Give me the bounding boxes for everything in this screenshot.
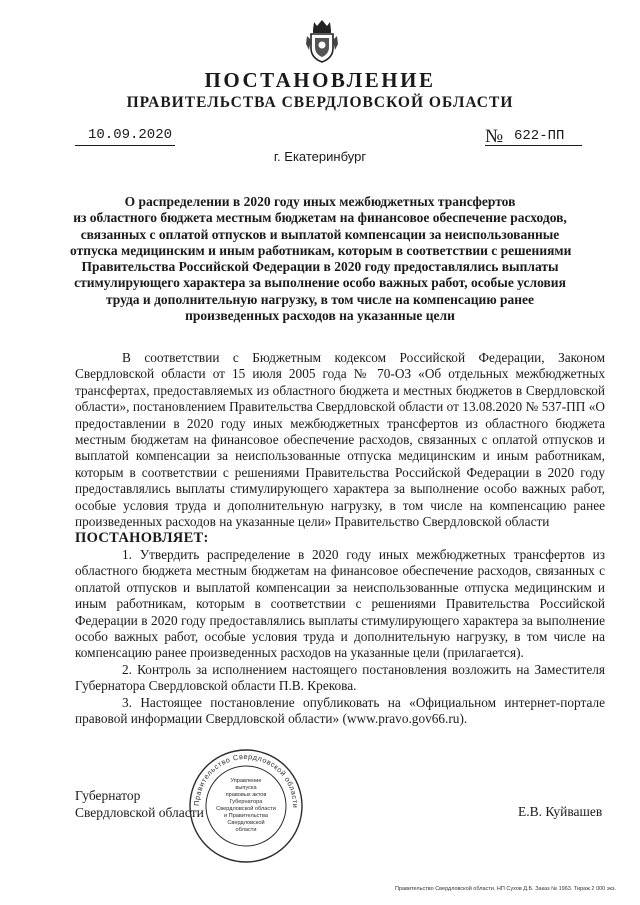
subject-line: Правительства Российской Федерации в 2020 году предоставлялись выплаты xyxy=(81,259,559,275)
decree-item: 2. Контроль за исполнением настоящего постановления возложить на Заместителя Губернатора Свердловской области П.В. Крекова. xyxy=(75,661,605,694)
subject-line: О распределении в 2020 году иных межбюджетных трансфертов xyxy=(124,194,516,209)
number-sign: № xyxy=(485,126,504,147)
subject-line: связанных с оплатой отпусков и выплатой компенсации за неиспользованные xyxy=(80,226,560,242)
stamp-center-line: правовых актов xyxy=(225,792,267,798)
preamble-paragraph: В соответствии с Бюджетным кодексом Российской Федерации, Законом Свердловской области от 15 июля 2005 года № 70-ОЗ «Об отдельных межбюджетных трансфертах, предоставляемых из областного бюджета и местных бюджетов в Свердловской области», постановлением Правительства Свердловской области от 13.08.2020 № 537-ПП «О предоставлении в 2020 году иных межбюджетных трансфертов из областного бюджета местным бюджетам на финансовое обеспечение расходов, связанных с оплатой отпусков и выплатой компенсации за неиспользованные отпуска медицинским и иным работникам, которым в соответствии с решениями Правительства Российской Федерации в 2020 году предоставлялись выплаты стимулирующего характера за выполнение особо важных работ, особые условия труда и дополнительную нагрузку, в том числе на компенсацию ранее произведенных расходов на указанные цели» Правительство Свердловской области xyxy=(75,350,605,530)
subject-line: произведенных расходов на указанные цели xyxy=(185,308,455,324)
document-title: ПОСТАНОВЛЕНИЕ xyxy=(204,68,436,92)
document-issuer: ПРАВИТЕЛЬСТВА СВЕРДЛОВСКОЙ ОБЛАСТИ xyxy=(126,94,514,111)
stamp-center-line: Свердловской xyxy=(227,820,265,826)
print-footer: Правительство Свердловской области. НП Сухов Д.Б. Заказ № 1963. Тираж 2 000 экз. xyxy=(395,886,617,892)
number-underline xyxy=(485,145,582,146)
subject-line: из областного бюджета местным бюджетам на финансовое обеспечение расходов, xyxy=(73,210,567,226)
document-body xyxy=(75,350,605,727)
decree-item: 3. Настоящее постановление опубликовать на «Официальном интернет-портале правовой информации Свердловской области» (www.pravo.gov66.ru). xyxy=(75,694,605,726)
coat-of-arms-icon xyxy=(304,18,340,64)
position-line: Губернатор xyxy=(75,788,141,803)
date-underline xyxy=(75,145,175,146)
decree-heading: ПОСТАНОВЛЯЕТ: xyxy=(75,530,209,547)
position-line: Свердловской области xyxy=(75,805,204,820)
decree-item: 1. Утвердить распределение в 2020 году иных межбюджетных трансфертов из областного бюджета местным бюджетам на финансовое обеспечение расходов, связанных с оплатой отпусков и выплатой компенсации за неиспользованные отпуска медицинским и иным работникам, которым в соответствии с решениями Правительства Российской Федерации в 2020 году предоставлялись выплаты стимулирующего характера за выполнение особо важных работ, особые условия труда и дополнительную нагрузку, в том числе на компенсацию ранее произведенных расходов на указанные цели (прилагается). xyxy=(75,546,605,661)
stamp-center-line: и Правительства xyxy=(224,813,268,819)
document-number: 622-ПП xyxy=(514,128,565,144)
official-stamp xyxy=(188,748,304,864)
subject-line: труда и дополнительную нагрузку, в том числе на компенсацию ранее xyxy=(105,291,535,307)
subject-line: отпуска медицинским и иным работникам, которым в соответствии с решениями xyxy=(70,242,572,258)
stamp-center-line: области xyxy=(235,827,257,833)
document-subject xyxy=(70,194,570,324)
document-city: г. Екатеринбург xyxy=(273,149,367,164)
signatory-position xyxy=(75,787,204,821)
stamp-ring-text: Правительство Свердловской области xyxy=(191,751,301,809)
signatory-name: Е.В. Куйвашев xyxy=(518,804,603,819)
stamp-center-line: Губернатора xyxy=(229,799,263,805)
document-date: 10.09.2020 xyxy=(88,127,173,143)
stamp-center-line: выпуска xyxy=(235,785,257,791)
stamp-center-line: Свердловской области xyxy=(216,806,276,812)
subject-line: стимулирующего характера за выполнение особо важных работ, особые условия xyxy=(74,275,566,291)
stamp-center-line: Управление xyxy=(230,778,262,784)
